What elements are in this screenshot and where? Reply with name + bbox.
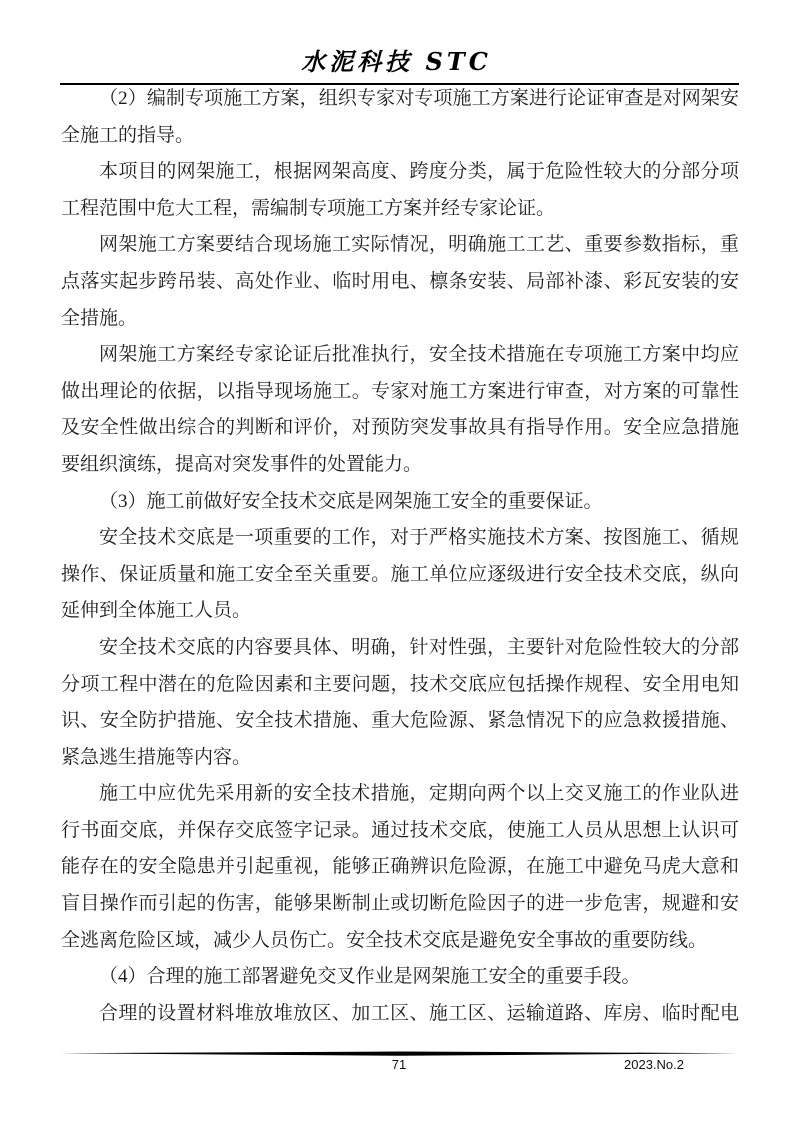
page-number: 71 — [391, 1057, 407, 1072]
body-line: 合理的设置材料堆放堆放区、加工区、施工区、运输道路、库房、临时配电 — [99, 1002, 739, 1024]
body-line: 点落实起步跨吊装、高处作业、临时用电、檩条安装、局部补漆、彩瓦安装的安 — [61, 270, 739, 292]
body-line: 全逃离危险区域，减少人员伤亡。安全技术交底是避免安全事故的重要防线。 — [61, 929, 708, 951]
body-line: 做出理论的依据，以指导现场施工。专家对施工方案进行审查，对方案的可靠性 — [61, 380, 739, 402]
body-line: 延伸到全体施工人员。 — [61, 600, 252, 622]
footer-rule — [60, 1051, 738, 1056]
body-line: 本项目的网架施工，根据网架高度、跨度分类，属于危险性较大的分部分项 — [99, 161, 739, 183]
body-line: 操作、保证质量和施工安全至关重要。施工单位应逐级进行安全技术交底，纵向 — [61, 563, 739, 585]
body-line: 分项工程中潜在的危险因素和主要问题，技术交底应包括操作规程、安全用电知 — [61, 673, 739, 695]
body-line: 行书面交底，并保存交底签字记录。通过技术交底，使施工人员从思想上认识可 — [61, 819, 739, 841]
body-line: 网架施工方案要结合现场施工实际情况，明确施工工艺、重要参数指标，重 — [99, 234, 739, 256]
body-line: 安全技术交底是一项重要的工作，对于严格实施技术方案、按图施工、循规 — [99, 527, 739, 549]
body-line: （3）施工前做好安全技术交底是网架施工安全的重要保证。 — [99, 490, 603, 512]
body-line: 能存在的安全隐患并引起重视，能够正确辨识危险源，在施工中避免马虎大意和 — [61, 856, 739, 878]
body-line: 工程范围中危大工程，需编制专项施工方案并经专家论证。 — [61, 197, 556, 219]
body-line: 及安全性做出综合的判断和评价，对预防突发事故具有指导作用。安全应急措施 — [61, 417, 739, 439]
journal-title: 水泥科技 STC — [301, 47, 492, 76]
body-line: 全措施。 — [61, 307, 138, 329]
body-text — [61, 81, 739, 1032]
body-line: 安全技术交底的内容要具体、明确，针对性强，主要针对危险性较大的分部 — [99, 636, 739, 658]
body-line: 紧急逃生措施等内容。 — [61, 746, 252, 768]
body-line: 识、安全防护措施、安全技术措施、重大危险源、紧急情况下的应急救援措施、 — [61, 710, 739, 732]
body-line: 全施工的指导。 — [61, 124, 195, 146]
body-line: 网架施工方案经专家论证后批准执行，安全技术措施在专项施工方案中均应 — [99, 344, 739, 366]
body-line: 盲目操作而引起的伤害，能够果断制止或切断危险因子的进一步危害，规避和安 — [61, 893, 739, 915]
body-line: 施工中应优先采用新的安全技术措施，定期向两个以上交叉施工的作业队进 — [99, 783, 739, 805]
issue-label: 2023.No.2 — [624, 1057, 684, 1072]
body-line: 要组织演练，提高对突发事件的处置能力。 — [61, 453, 423, 475]
body-line: （4）合理的施工部署避免交叉作业是网架施工安全的重要手段。 — [99, 966, 641, 988]
body-line: （2）编制专项施工方案，组织专家对专项施工方案进行论证审查是对网架安 — [99, 88, 739, 109]
